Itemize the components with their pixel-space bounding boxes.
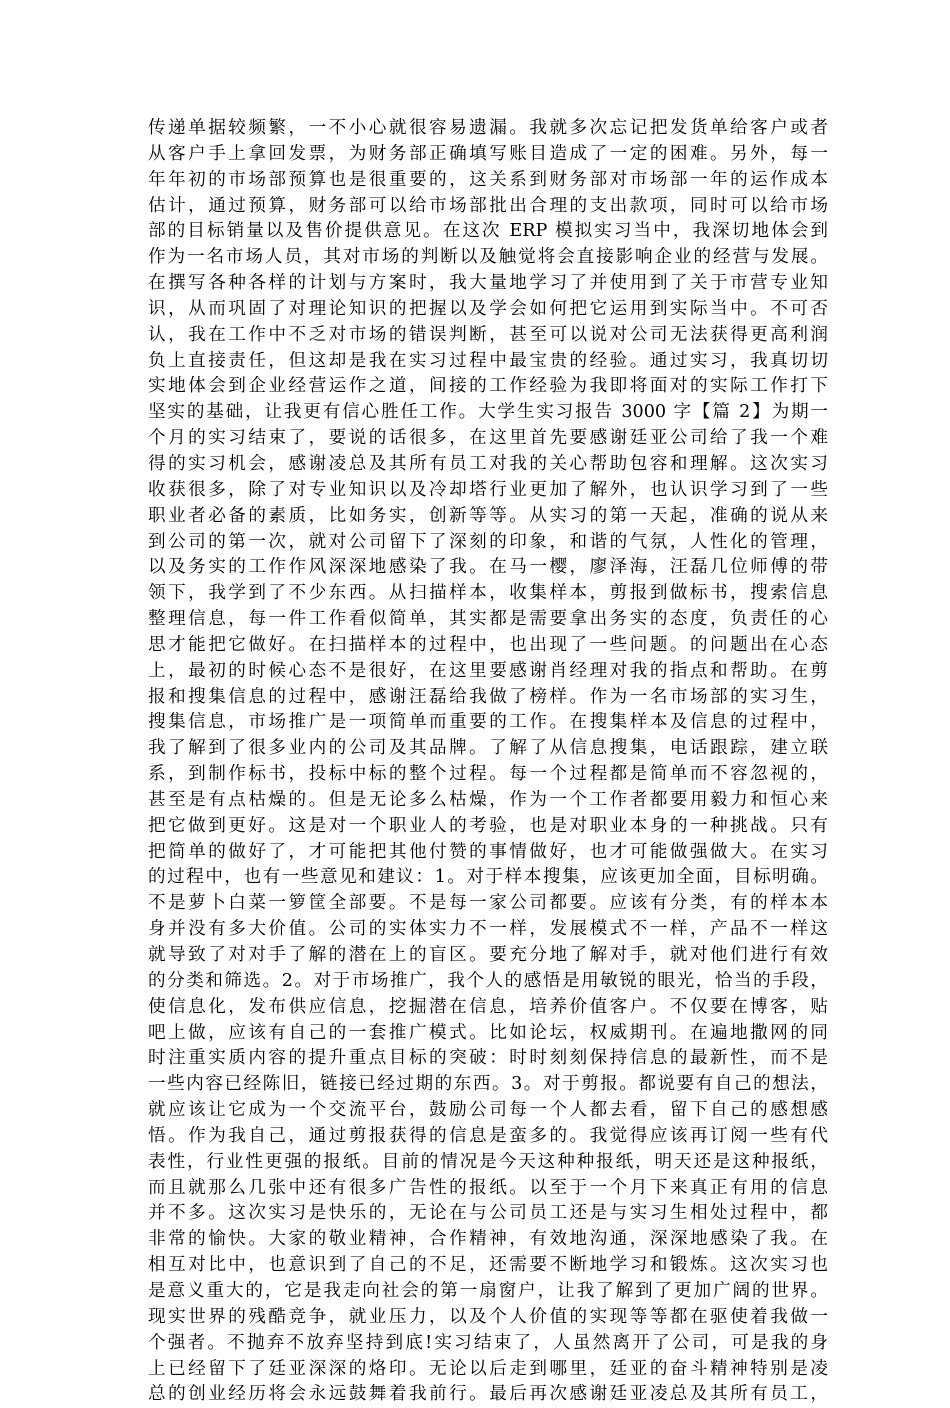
text-line: 并不多。这次实习是快乐的，无论在与公司员工还是与实习生相处过程中，都 — [148, 1203, 828, 1224]
text-line: 以及务实的工作作风深深地感染了我。在马一樱，廖泽海，汪磊几位师傅的带 — [148, 557, 828, 578]
text-line: 悟。作为我自己，通过剪报获得的信息是蛮多的。我觉得应该再订阅一些有代 — [148, 1125, 828, 1146]
text-line: 思才能把它做好。在扫描样本的过程中，也出现了一些问题。的问题出在心态 — [148, 634, 828, 655]
text-line: 一些内容已经陈旧，链接已经过期的东西。3。对于剪报。都说要有自己的想法， — [148, 1074, 828, 1095]
text-line: 的分类和筛选。2。对于市场推广，我个人的感悟是用敏锐的眼光，恰当的手段， — [148, 970, 828, 991]
text-line: 负上直接责任，但这却是我在实习过程中最宝贵的经验。通过实习，我真切切 — [148, 350, 828, 371]
body-text — [148, 116, 828, 1408]
text-line: 作为一名市场人员，其对市场的判断以及触觉将会直接影响企业的经营与发展。 — [148, 247, 828, 268]
text-line: 我了解到了很多业内的公司及其品牌。了解了从信息搜集，电话跟踪，建立联 — [148, 738, 828, 759]
text-line: 坚实的基础，让我更有信心胜任工作。大学生实习报告 3000 字【篇 2】为期一 — [148, 402, 828, 423]
text-line: 相互对比中，也意识到了自己的不足，还需要不断地学习和锻炼。这次实习也 — [148, 1255, 828, 1276]
text-line: 就导致了对对手了解的潜在上的盲区。要充分地了解对手，就对他们进行有效 — [148, 945, 828, 965]
text-line: 就应该让它成为一个交流平台，鼓励公司每一个人都去看，留下自己的感想感 — [148, 1100, 828, 1121]
text-line: 估计，通过预算，财务部可以给市场部批出合理的支出款项，同时可以给市场 — [148, 195, 828, 216]
text-line: 到公司的第一次，就对公司留下了深刻的印象，和谐的气氛，人性化的管理， — [148, 531, 828, 552]
text-line: 而且就那么几张中还有很多广告性的报纸。以至于一个月下来真正有用的信息 — [148, 1177, 828, 1198]
text-line: 个月的实习结束了，要说的话很多，在这里首先要感谢廷亚公司给了我一个难 — [148, 428, 828, 449]
text-line: 时注重实质内容的提升重点目标的突破：时时刻刻保持信息的最新性，而不是 — [148, 1048, 828, 1069]
text-line: 把简单的做好了，才可能把其他付赞的事情做好，也才可能做强做大。在实习 — [148, 841, 828, 862]
text-line: 的过程中，也有一些意见和建议：1。对于样本搜集，应该更加全面，目标明确。 — [148, 867, 828, 888]
text-line: 整理信息，每一件工作看似简单，其实都是需要拿出务实的态度，负责任的心 — [148, 609, 828, 630]
text-line: 传递单据较频繁，一不小心就很容易遗漏。我就多次忘记把发货单给客户或者 — [148, 118, 828, 138]
text-line: 得的实习机会，感谢凌总及其所有员工对我的关心帮助包容和理解。这次实习 — [148, 453, 828, 474]
text-line: 不是萝卜白菜一箩筐全部要。不是每一家公司都要。应该有分类，有的样本本 — [148, 893, 828, 914]
text-line: 搜集信息，市场推广是一项简单而重要的工作。在搜集样本及信息的过程中， — [148, 712, 828, 733]
text-line: 吧上做，应该有自己的一套推广模式。比如论坛，权威期刊。在遍地撒网的同 — [148, 1022, 828, 1043]
text-line: 甚至是有点枯燥的。但是无论多么枯燥，作为一个工作者都要用毅力和恒心来 — [148, 789, 828, 810]
text-line: 识，从而巩固了对理论知识的把握以及学会如何把它运用到实际当中。不可否 — [148, 298, 828, 319]
text-line: 认，我在工作中不乏对市场的错误判断，甚至可以说对公司无法获得更高利润 — [148, 324, 828, 345]
text-line: 部的目标销量以及售价提供意见。在这次 ERP 模拟实习当中，我深切地体会到 — [148, 221, 828, 242]
text-line: 使信息化，发布供应信息，挖掘潜在信息，培养价值客户。不仅要在博客，贴 — [148, 996, 828, 1017]
text-line: 职业者必备的素质，比如务实，创新等等。从实习的第一天起，准确的说从来 — [148, 505, 828, 526]
text-line: 实地体会到企业经营运作之道，间接的工作经验为我即将面对的实际工作打下 — [148, 376, 828, 397]
text-line: 系，到制作标书，投标中标的整个过程。每一个过程都是简单而不容忽视的， — [148, 764, 828, 785]
text-line: 总的创业经历将会永远鼓舞着我前行。最后再次感谢廷亚凌总及其所有员工， — [148, 1384, 828, 1405]
text-line: 个强者。不抛弃不放弃坚持到底!实习结束了，人虽然离开了公司，可是我的身 — [148, 1332, 828, 1353]
text-line: 报和搜集信息的过程中，感谢汪磊给我做了榜样。作为一名市场部的实习生， — [148, 686, 828, 707]
text-line: 上已经留下了廷亚深深的烙印。无论以后走到哪里，廷亚的奋斗精神特别是凌 — [148, 1358, 828, 1379]
text-line: 是意义重大的，它是我走向社会的第一扇窗户，让我了解到了更加广阔的世界。 — [148, 1280, 828, 1301]
text-line: 把它做到更好。这是对一个职业人的考验，也是对职业本身的一种挑战。只有 — [148, 815, 828, 836]
text-line: 年年初的市场部预算也是很重要的，这关系到财务部对市场部一年的运作成本 — [148, 169, 828, 190]
text-line: 收获很多，除了对专业知识以及冷却塔行业更加了解外，也认识学习到了一些 — [148, 479, 828, 500]
text-line: 非常的愉快。大家的敬业精神，合作精神，有效地沟通，深深地感染了我。在 — [148, 1229, 828, 1250]
text-line: 身并没有多大价值。公司的实体实力不一样，发展模式不一样，产品不一样这 — [148, 919, 828, 940]
text-line: 在撰写各种各样的计划与方案时，我大量地学习了并使用到了关于市营专业知 — [148, 273, 828, 294]
text-line: 从客户手上拿回发票，为财务部正确填写账目造成了一定的困难。另外，每一 — [148, 143, 828, 164]
text-line: 表性，行业性更强的报纸。目前的情况是今天这种种报纸，明天还是这种报纸， — [148, 1151, 828, 1172]
text-line: 现实世界的残酷竞争，就业压力，以及个人价值的实现等等都在驱使着我做一 — [148, 1306, 828, 1327]
text-line: 上，最初的时候心态不是很好，在这里要感谢肖经理对我的指点和帮助。在剪 — [148, 660, 828, 681]
text-line: 领下，我学到了不少东西。从扫描样本，收集样本，剪报到做标书，搜索信息 — [148, 583, 828, 604]
